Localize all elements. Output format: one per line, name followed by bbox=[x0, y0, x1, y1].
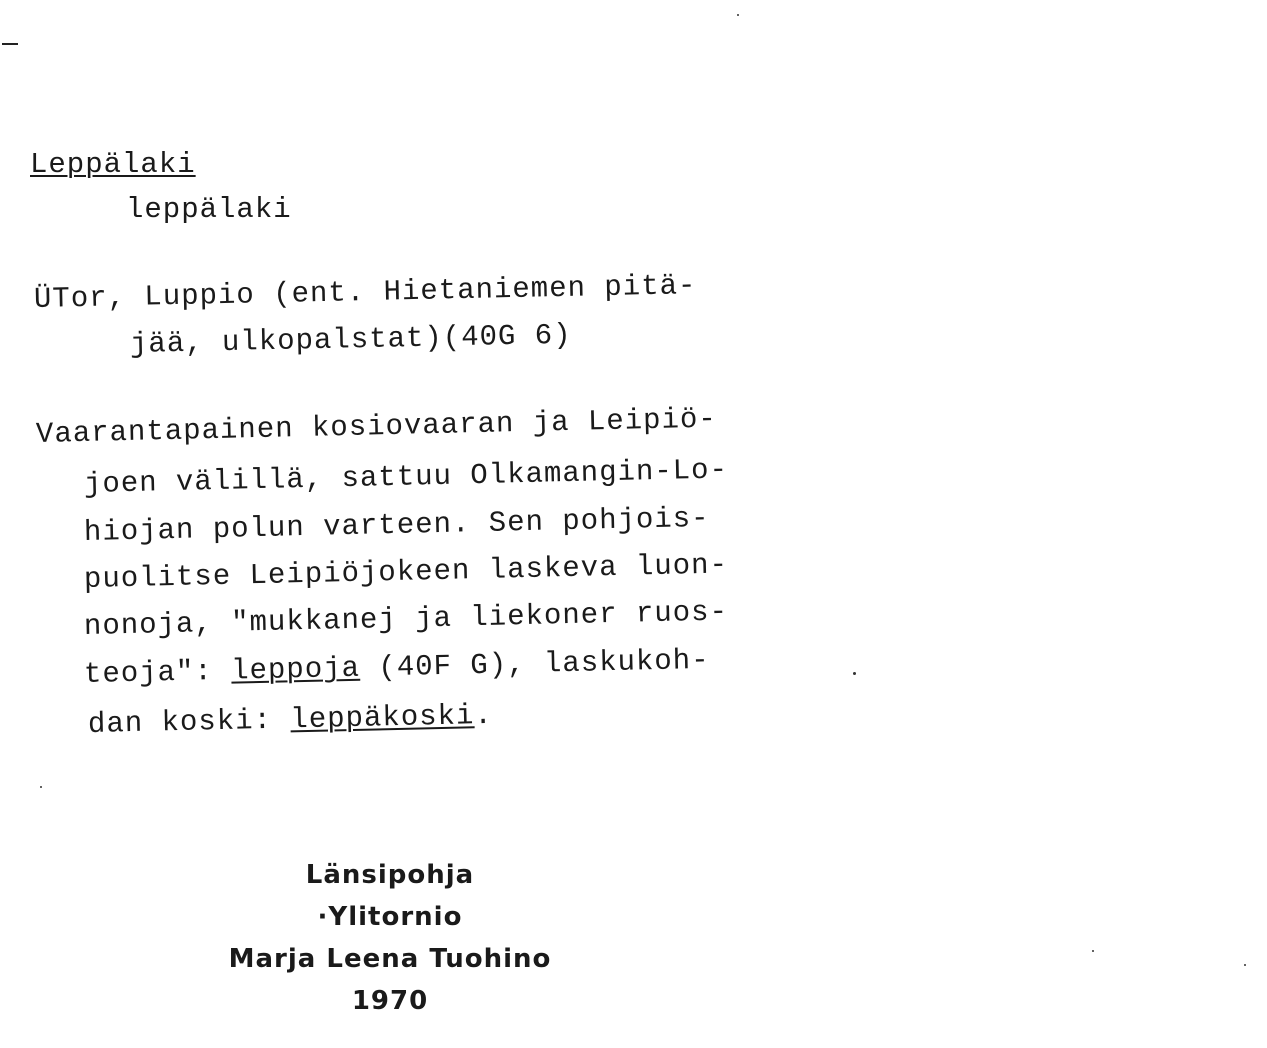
description-line: hiojan polun varteen. Sen pohjois- bbox=[83, 501, 710, 549]
description-line bbox=[87, 698, 494, 741]
description-line: nonoja, "mukkanej ja liekoner ruos- bbox=[83, 595, 729, 643]
stamp-collector: Marja Leena Tuohino bbox=[228, 944, 552, 974]
description-line: Vaarantapainen kosiovaaran ja Leipiö- bbox=[35, 402, 718, 451]
location-line-2: jää, ulkopalstat)(40G 6) bbox=[129, 318, 572, 361]
stamp-region: Länsipohja bbox=[305, 860, 475, 890]
edge-mark bbox=[2, 43, 18, 45]
description-text: dan koski: bbox=[87, 703, 291, 741]
location-line-1: ÜTor, Luppio (ent. Hietaniemen pitä- bbox=[33, 269, 697, 316]
speck bbox=[737, 14, 739, 16]
speck bbox=[1092, 950, 1094, 952]
stamp-parish: ·Ylitornio bbox=[317, 902, 463, 932]
description-text: (40F G), laskukoh- bbox=[359, 643, 710, 685]
description-line: joen välillä, sattuu Olkamangin-Lo- bbox=[83, 453, 729, 501]
description-line: puolitse Leipiöjokeen laskeva luon- bbox=[83, 548, 729, 596]
description-text: teoja": bbox=[83, 654, 232, 691]
place-name-leppoja: leppoja bbox=[230, 651, 361, 688]
speck bbox=[853, 672, 856, 675]
stamp-year: 1970 bbox=[351, 986, 429, 1016]
speck bbox=[40, 786, 42, 788]
speck bbox=[1244, 964, 1246, 966]
card-heading: Leppälaki bbox=[30, 148, 196, 181]
collector-stamp bbox=[210, 862, 570, 1022]
place-name-leppakoski: leppäkoski bbox=[290, 699, 475, 737]
description-line bbox=[83, 643, 710, 691]
heading-variant: leppälaki bbox=[126, 193, 292, 226]
description-text: . bbox=[473, 698, 494, 733]
